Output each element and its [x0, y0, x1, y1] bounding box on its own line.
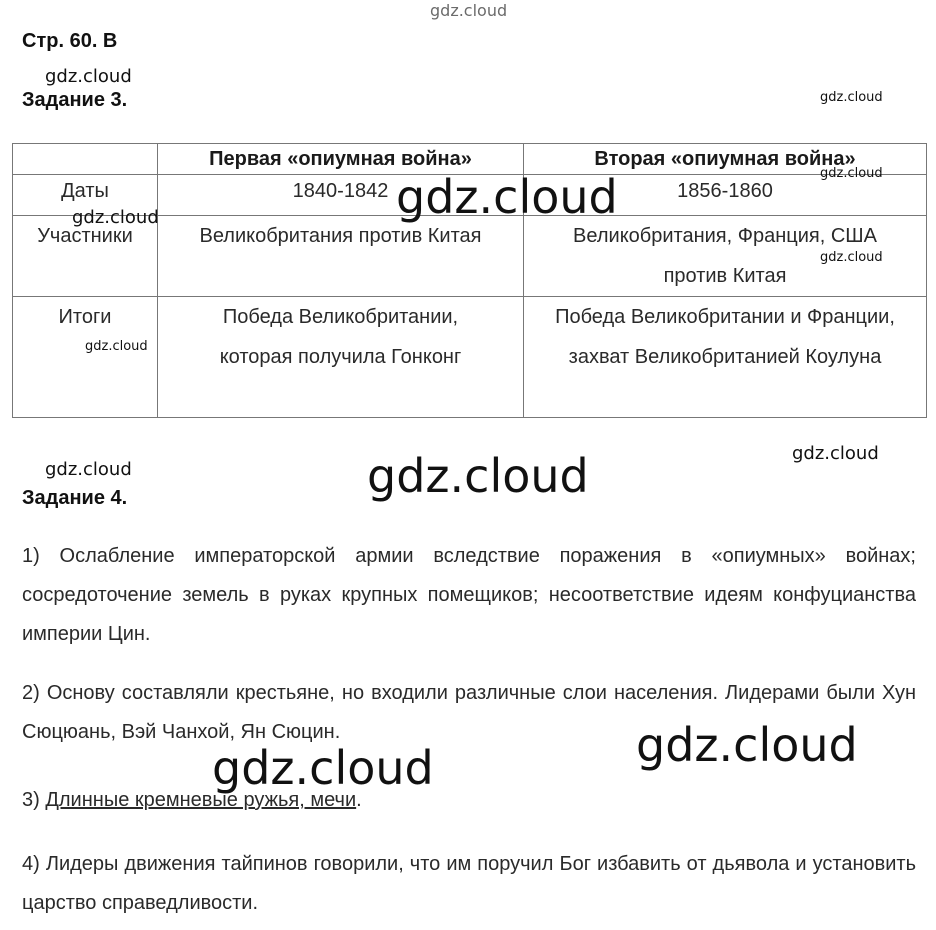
table-cell: Победа Великобритании и Франции, захват Великобританией Коулуна	[524, 297, 927, 418]
answer-3-suffix: .	[356, 789, 362, 811]
watermark: gdz.cloud	[72, 207, 159, 228]
watermark: gdz.cloud	[820, 250, 883, 265]
table-header-cell: Первая «опиумная война»	[158, 144, 524, 175]
table-row-label: Даты	[13, 175, 158, 216]
table-cell: Победа Великобритании, которая получила Гонконг	[158, 297, 524, 418]
table-row-label: Участники	[13, 216, 158, 297]
table-row	[13, 297, 927, 418]
page-title: Стр. 60. В	[22, 30, 118, 52]
table-row-label: Итоги	[13, 297, 158, 418]
answer-paragraph-2: 2) Основу составляли крестьяне, но входили различные слои населения. Лидерами были Хун Сюцюань, Вэй Чанхой, Ян Сюцин.	[22, 682, 916, 743]
watermark: gdz.cloud	[820, 166, 883, 181]
watermark: gdz.cloud	[367, 449, 589, 503]
answer-paragraph-4: 4) Лидеры движения тайпинов говорили, что им поручил Бог избавить от дьявола и установить царство справедливости.	[22, 853, 916, 914]
answer-3-underlined: Длинные кремневые ружья, мечи	[45, 789, 357, 811]
task4-title: Задание 4.	[22, 487, 128, 509]
watermark: gdz.cloud	[85, 339, 148, 354]
watermark: gdz.cloud	[45, 459, 132, 480]
table-cell: Великобритания, Франция, США против Китая	[524, 216, 927, 297]
watermark: gdz.cloud	[212, 741, 434, 795]
watermark: gdz.cloud	[396, 170, 618, 224]
answer-paragraph-1: 1) Ослабление императорской армии вследствие поражения в «опиумных» войнах; сосредоточение земель в руках крупных помещиков; несоответствие идеям конфуцианства империи Цин.	[22, 545, 916, 645]
watermark: gdz.cloud	[792, 443, 879, 464]
watermark: gdz.cloud	[430, 1, 508, 20]
answer-3-prefix: 3)	[22, 789, 46, 811]
table-cell: 1840-1842	[158, 175, 524, 216]
task3-title: Задание 3.	[22, 89, 128, 111]
table-cell: 1856-1860	[524, 175, 927, 216]
watermark: gdz.cloud	[45, 66, 132, 87]
table-header-cell: Вторая «опиумная война»	[524, 144, 927, 175]
watermark: gdz.cloud	[820, 90, 883, 105]
table-cell: Великобритания против Китая	[158, 216, 524, 297]
answer-paragraph-3	[22, 781, 916, 820]
table-header-cell	[13, 144, 158, 175]
watermark: gdz.cloud	[636, 718, 858, 772]
